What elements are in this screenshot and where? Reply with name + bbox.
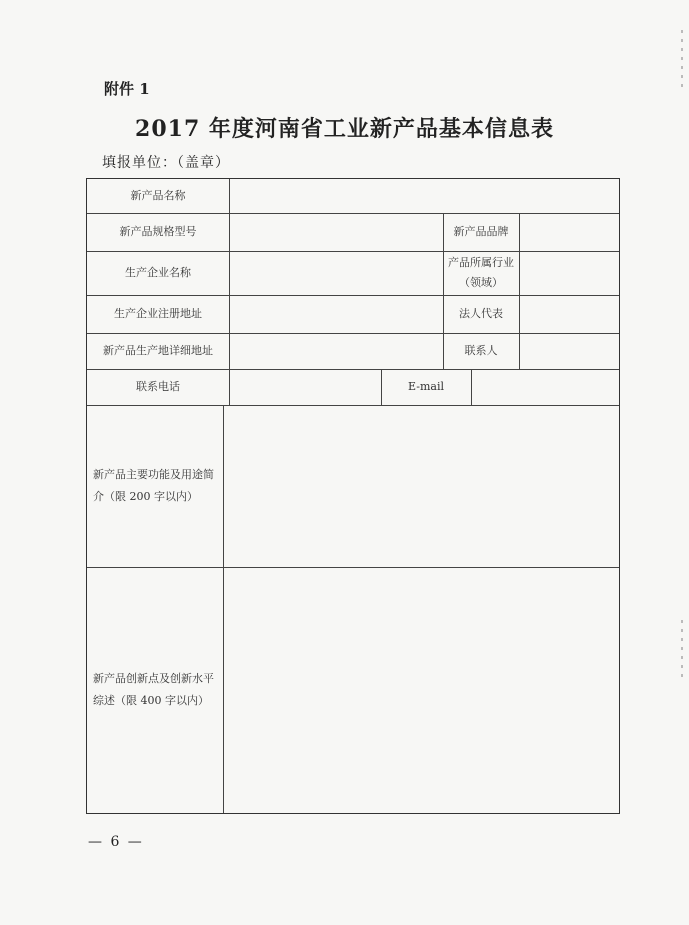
industry-label-cell xyxy=(443,251,519,295)
product-name-field[interactable] xyxy=(230,179,619,213)
innovation-label: 新产品创新点及创新水平综述（限 400 字以内） xyxy=(93,672,214,707)
email-field[interactable] xyxy=(472,370,619,405)
function-label: 新产品主要功能及用途简介（限 200 字以内） xyxy=(93,468,214,503)
reg-address-label: 生产企业注册地址 xyxy=(114,307,202,320)
phone-field[interactable] xyxy=(230,370,380,405)
page-title: 2017 年度河南省工业新产品基本信息表 xyxy=(135,116,554,142)
email-label: E-mail xyxy=(408,380,444,393)
brand-label: 新产品品牌 xyxy=(453,225,509,238)
phone-label: 联系电话 xyxy=(136,380,180,393)
industry-label-sub: （领域） xyxy=(459,276,503,289)
production-address-label: 新产品生产地详细地址 xyxy=(103,344,213,357)
model-field[interactable] xyxy=(230,214,442,251)
legal-rep-label: 法人代表 xyxy=(459,307,503,320)
info-form-table xyxy=(86,178,620,814)
contact-label: 联系人 xyxy=(464,344,498,357)
industry-label: 产品所属行业 xyxy=(448,256,514,269)
product-name-label: 新产品名称 xyxy=(130,189,186,202)
brand-field[interactable] xyxy=(520,214,619,251)
function-field[interactable] xyxy=(224,406,619,567)
page-number: — 6 — xyxy=(88,834,144,850)
company-label: 生产企业名称 xyxy=(125,266,191,279)
innovation-field[interactable] xyxy=(224,568,619,813)
scan-edge-mark xyxy=(681,620,683,680)
reg-address-field[interactable] xyxy=(230,296,442,333)
legal-rep-field[interactable] xyxy=(520,296,619,333)
model-label: 新产品规格型号 xyxy=(119,225,197,238)
contact-field[interactable] xyxy=(520,334,619,369)
production-address-field[interactable] xyxy=(230,334,442,369)
scan-edge-mark xyxy=(681,30,683,90)
company-field[interactable] xyxy=(230,252,442,295)
industry-field[interactable] xyxy=(520,252,619,295)
reporting-unit-label: 填报单位：（盖章） xyxy=(102,155,230,171)
attachment-label: 附件 1 xyxy=(104,80,150,98)
